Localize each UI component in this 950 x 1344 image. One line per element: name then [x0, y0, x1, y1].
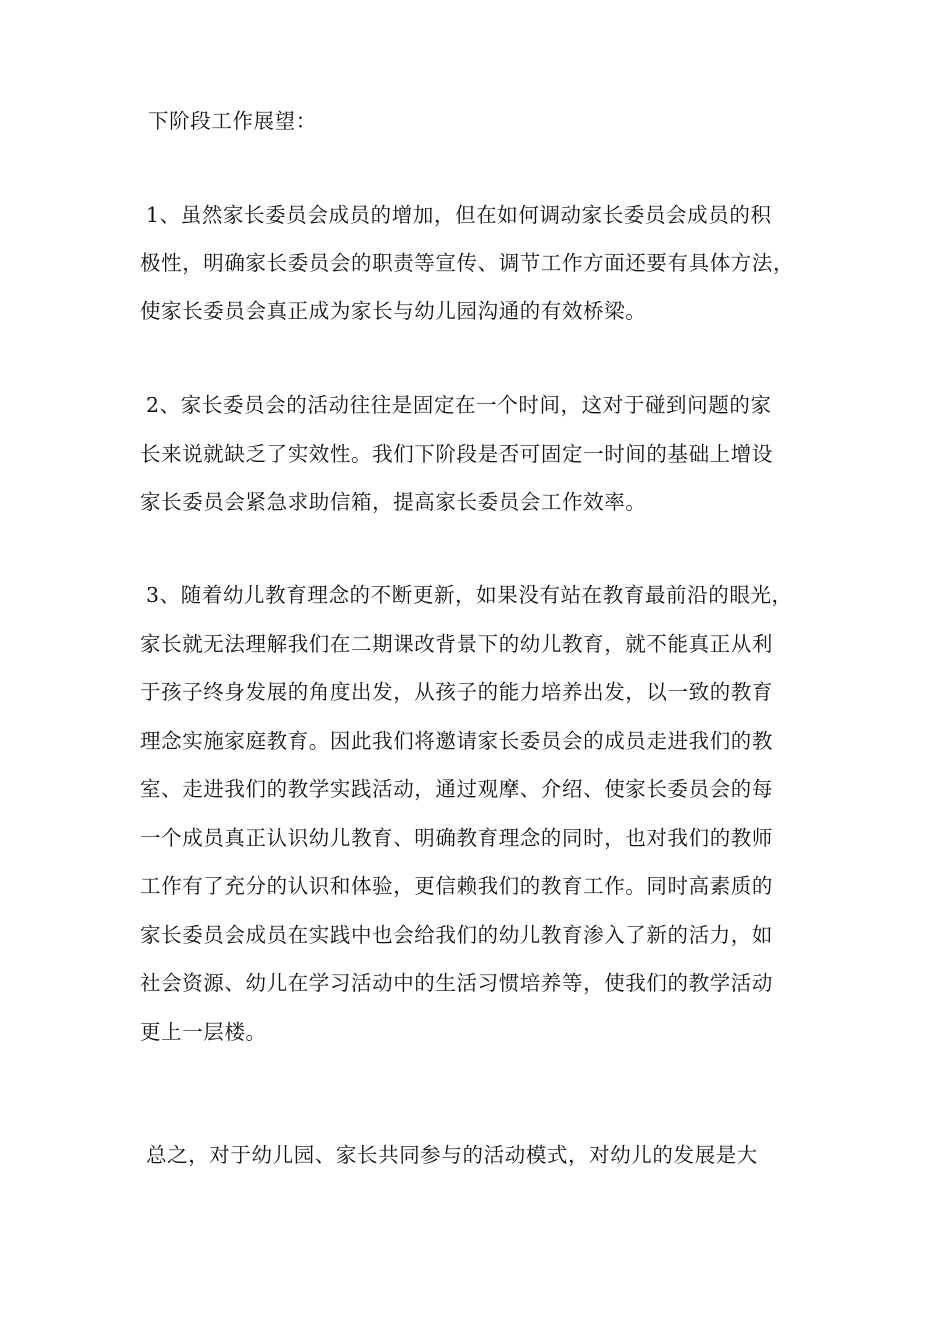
paragraph-line: 社会资源、幼儿在学习活动中的生活习惯培养等，使我们的教学活动	[140, 971, 773, 995]
paragraph-line: 1、虽然家长委员会成员的增加，但在如何调动家长委员会成员的积	[146, 203, 772, 227]
paragraph-line: 家长委员会紧急求助信箱，提高家长委员会工作效率。	[140, 490, 647, 514]
section-heading: 下阶段工作展望：	[148, 109, 317, 133]
paragraph-line: 3、随着幼儿教育理念的不断更新，如果没有站在教育最前沿的眼光，	[146, 583, 793, 607]
paragraph-line: 工作有了充分的认识和体验，更信赖我们的教育工作。同时高素质的	[140, 874, 773, 898]
paragraph-line: 2、家长委员会的活动往往是固定在一个时间，这对于碰到问题的家	[146, 393, 772, 417]
paragraph-line: 一个成员真正认识幼儿教育、明确教育理念的同时，也对我们的教师	[140, 826, 773, 850]
paragraph-line: 理念实施家庭教育。因此我们将邀请家长委员会的成员走进我们的教	[140, 729, 773, 753]
paragraph-line: 使家长委员会真正成为家长与幼儿园沟通的有效桥梁。	[140, 299, 647, 323]
paragraph-line: 总之，对于幼儿园、家长共同参与的活动模式，对幼儿的发展是大	[146, 1143, 758, 1167]
paragraph-line: 家长委员会成员在实践中也会给我们的幼儿教育渗入了新的活力，如	[140, 923, 773, 947]
paragraph-line: 家长就无法理解我们在二期课改背景下的幼儿教育，就不能真正从利	[140, 632, 773, 656]
paragraph-line: 室、走进我们的教学实践活动，通过观摩、介绍、使家长委员会的每	[140, 777, 773, 801]
paragraph-line: 于孩子终身发展的角度出发，从孩子的能力培养出发，以一致的教育	[140, 680, 773, 704]
paragraph-line: 更上一层楼。	[140, 1020, 267, 1044]
paragraph-line: 长来说就缺乏了实效性。我们下阶段是否可固定一时间的基础上增设	[140, 442, 773, 466]
paragraph-line: 极性，明确家长委员会的职责等宣传、调节工作方面还要有具体方法，	[140, 251, 795, 275]
